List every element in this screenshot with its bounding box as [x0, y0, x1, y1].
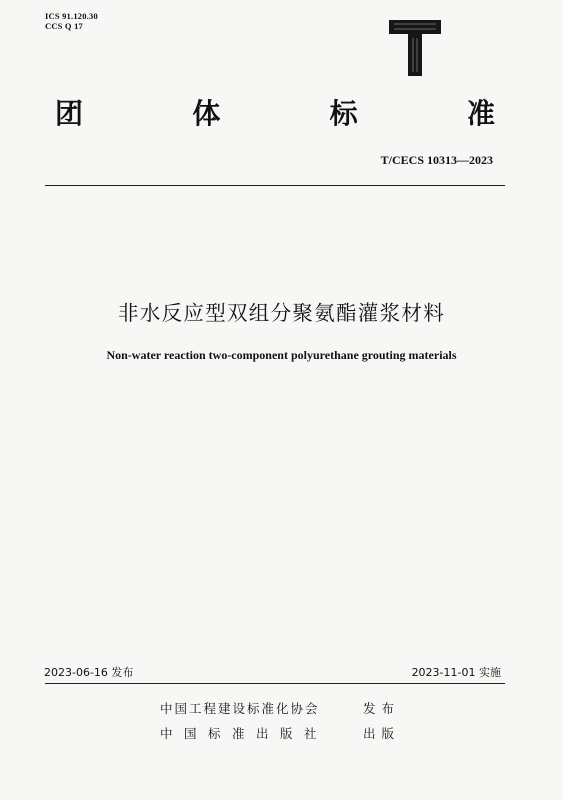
- category-char: 准: [466, 97, 495, 130]
- issuing-role: 发布: [362, 701, 400, 716]
- chinese-title: 非水反应型双组分聚氨酯灌浆材料: [118, 301, 445, 325]
- category-char: 体: [192, 97, 221, 130]
- top-divider: [45, 185, 505, 186]
- english-title: Non-water reaction two-component polyurethane grouting materials: [106, 348, 457, 362]
- group-standard-logo: [385, 14, 445, 78]
- category-char: 团: [55, 97, 84, 130]
- category-char: 标: [329, 97, 358, 130]
- implementation-date: 2023-11-01 实施: [411, 666, 501, 679]
- issue-date: 2023-06-16 发布: [44, 666, 134, 679]
- publisher-row: [160, 724, 400, 742]
- issuing-organization: 中国工程建设标准化协会: [160, 701, 320, 716]
- classification-codes: [45, 11, 98, 31]
- standard-category: [55, 96, 495, 132]
- bottom-divider: [45, 683, 505, 684]
- standard-number: T/CECS 10313—2023: [380, 153, 493, 167]
- ics-code: ICS 91.120.30: [45, 11, 98, 21]
- publishing-house: 中国标准出版社: [160, 726, 329, 741]
- ccs-code: CCS Q 17: [45, 21, 83, 31]
- publisher-row: [160, 699, 400, 717]
- publishing-role: 出版: [362, 726, 400, 741]
